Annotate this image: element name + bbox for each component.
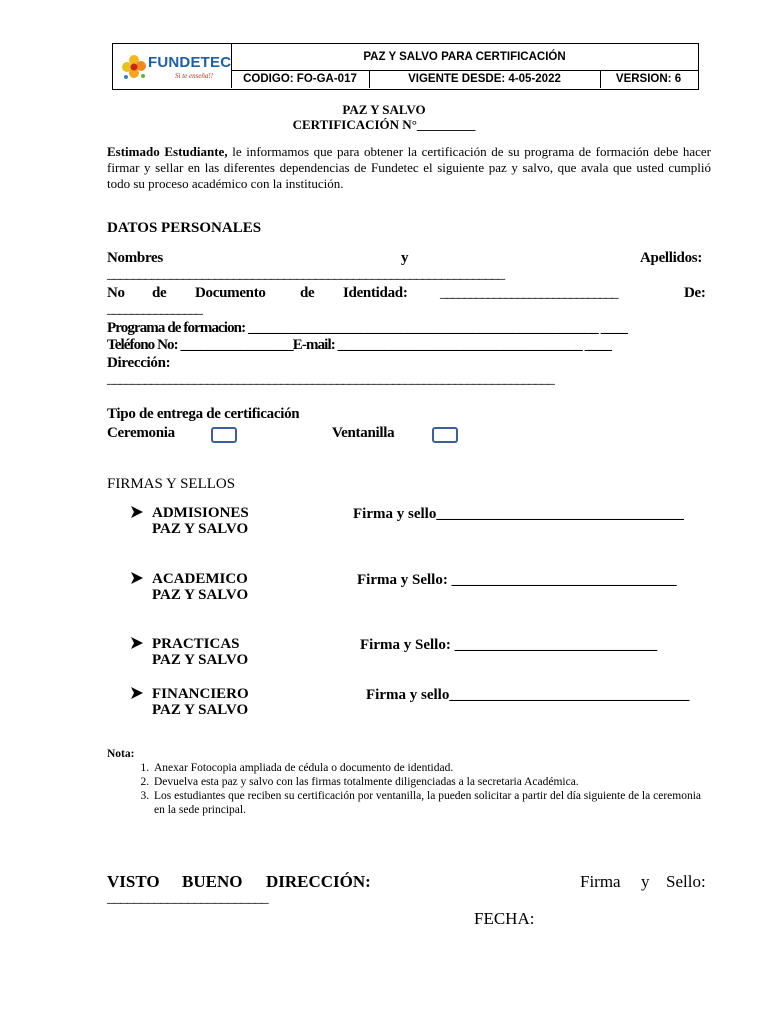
intro-paragraph — [107, 144, 711, 192]
fecha-label: FECHA: — [474, 909, 535, 928]
note-item: 3. Los estudiantes que reciben su certificación por ventanilla, la pueden solicitar a partir del día siguiente de la ceremonia en la sede principal. — [152, 789, 711, 817]
names-field-line[interactable]: _______________________________________________________________ — [107, 266, 504, 282]
form-title: PAZ Y SALVO PARA CERTIFICACIÓN — [231, 44, 698, 71]
signature-line-financiero[interactable]: Firma y sello________________________________ — [366, 687, 690, 703]
arrow-icon — [130, 636, 144, 655]
bueno-label: BUENO — [182, 872, 243, 891]
delivery-heading: Tipo de entrega de certificación — [107, 406, 300, 422]
window-checkbox[interactable] — [432, 427, 458, 443]
logo-slogan: Si te enseña!! — [175, 72, 214, 80]
dept-practicas: PRACTICAS — [152, 636, 240, 652]
fundetec-logo — [113, 44, 232, 88]
signature-line-academico[interactable]: Firma y Sello: ______________________________ — [357, 572, 677, 588]
form-code: CODIGO: FO-GA-017 — [231, 70, 370, 88]
logo-text: FUNDETEC — [148, 54, 232, 71]
greeting: Estimado Estudiante, — [107, 144, 228, 159]
notes-section — [107, 747, 711, 817]
doc-no-label: No — [107, 285, 125, 301]
doc-de-label: de — [152, 285, 167, 301]
dept-financiero: FINANCIERO — [152, 686, 249, 702]
address-field-line[interactable]: ________________________________________________________________________ — [107, 371, 554, 387]
doc-origin-field-line[interactable]: ________________ — [107, 301, 202, 317]
ceremony-checkbox[interactable] — [211, 427, 237, 443]
dept-financiero-sub: PAZ Y SALVO — [152, 702, 249, 718]
signatures-heading: FIRMAS Y SELLOS — [107, 476, 236, 492]
arrow-icon — [130, 505, 144, 524]
sello-label: Sello: — [666, 872, 706, 891]
phone-email-field[interactable]: Teléfono No: _________________E-mail: _____________________________________ ____ — [107, 337, 612, 353]
doc-de3-label: De: — [684, 285, 706, 301]
header-table — [112, 43, 699, 90]
direccion-label: DIRECCIÓN: — [266, 872, 371, 891]
visto-label: VISTO — [107, 872, 160, 891]
firma-label: Firma — [580, 872, 621, 891]
arrow-icon — [130, 686, 144, 705]
y-label: y — [401, 250, 409, 266]
document-field-line[interactable]: ______________________________ — [440, 285, 618, 301]
y-sello-connector: y — [641, 872, 650, 891]
valid-from: VIGENTE DESDE: 4-05-2022 — [369, 70, 601, 88]
doc-de2-label: de — [300, 285, 315, 301]
program-field[interactable]: Programa de formacion: _____________________________________________________ ____ — [107, 320, 628, 336]
form-version: VERSION: 6 — [615, 73, 682, 85]
approval-signature-line[interactable]: ________________________ — [107, 890, 268, 906]
notes-heading: Nota: — [107, 748, 135, 760]
dept-academico: ACADEMICO — [152, 571, 248, 587]
flower-icon — [119, 52, 149, 82]
doc-identidad-label: Identidad: — [343, 285, 408, 301]
certification-number: CERTIFICACIÓN N°_________ — [292, 117, 476, 132]
doc-title: PAZ Y SALVO — [342, 102, 426, 117]
intro-text: le informamos que para obtener la certificación de su programa de formación debe hacer firmar y sellar en las diferentes dependencias de Fundetec el siguiente paz y salvo, que avala que usted cumplió todo su proceso académico con la institución. — [107, 144, 711, 191]
dept-admisiones: ADMISIONES — [152, 505, 249, 521]
doc-documento-label: Documento — [195, 285, 266, 301]
dept-practicas-sub: PAZ Y SALVO — [152, 652, 249, 668]
note-item: 2. Devuelva esta paz y salvo con las firmas totalmente diligenciadas a la secretaria Académica. — [152, 775, 711, 789]
address-label: Dirección: — [107, 355, 171, 371]
surnames-label: Apellidos: — [640, 250, 703, 266]
names-label: Nombres — [107, 250, 163, 266]
personal-heading: DATOS PERSONALES — [107, 220, 262, 236]
ceremony-label: Ceremonia — [107, 425, 175, 441]
window-label: Ventanilla — [332, 425, 395, 441]
signature-line-practicas[interactable]: Firma y Sello: ___________________________ — [360, 637, 658, 653]
arrow-icon — [130, 571, 144, 590]
note-item: 1. Anexar Fotocopia ampliada de cédula o documento de identidad. — [152, 761, 711, 775]
dept-academico-sub: PAZ Y SALVO — [152, 587, 249, 603]
signature-line-admisiones[interactable]: Firma y sello_________________________________ — [353, 506, 684, 522]
dept-admisiones-sub: PAZ Y SALVO — [152, 521, 249, 537]
